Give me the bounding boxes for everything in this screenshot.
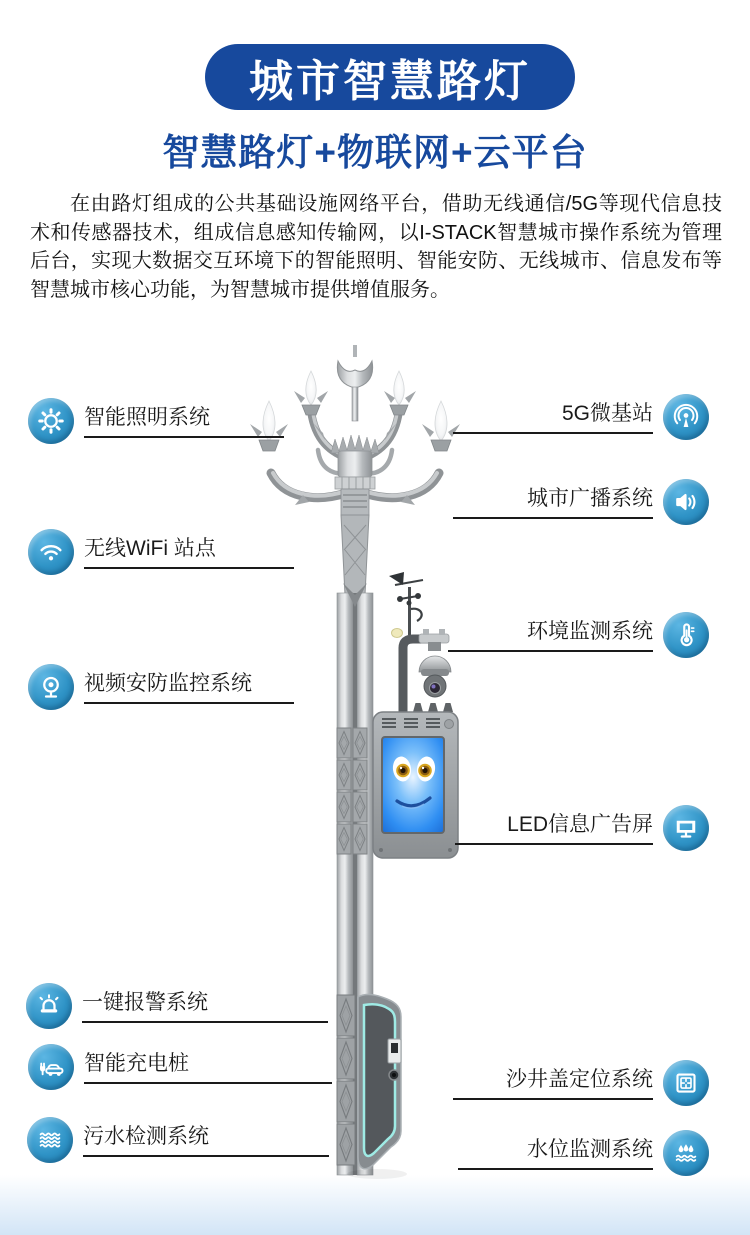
loudspeaker-icon [663, 479, 709, 525]
feature-ev-charger [28, 1044, 332, 1090]
feature-led-display [455, 805, 709, 851]
feature-water-level [458, 1130, 709, 1176]
feature-smart-lighting [28, 398, 284, 444]
ev-charger-icon [28, 1044, 74, 1090]
led-display-icon [663, 805, 709, 851]
page-title [205, 44, 575, 110]
intro-paragraph: 在由路灯组成的公共基础设施网络平台，借助无线通信/5G等现代信息技术和传感器技术，组成信息感知传输网，以I-STACK智慧城市操作系统为管理后台，实现大数据交互环境下的智能照明、智能安防、无线城市、信息发布等智慧城市核心功能，为智慧城市提供增值服务。 [30, 193, 722, 301]
feature-label: 污水检测系统 [83, 1125, 329, 1157]
feature-label: 城市广播系统 [453, 487, 653, 519]
smart-lighting-icon [28, 398, 74, 444]
feature-label: LED信息广告屏 [455, 813, 653, 845]
5g-antenna-icon [663, 394, 709, 440]
feature-label: 一键报警系统 [82, 991, 328, 1023]
alarm-icon [26, 983, 72, 1029]
feature-label: 环境监测系统 [448, 620, 653, 652]
feature-label: 水位监测系统 [458, 1138, 653, 1170]
manhole-cover-icon [663, 1060, 709, 1106]
thermometer-icon [663, 612, 709, 658]
cctv-camera-icon [28, 664, 74, 710]
water-level-icon [663, 1130, 709, 1176]
feature-label: 视频安防监控系统 [84, 672, 294, 704]
sewage-waves-icon [27, 1117, 73, 1163]
feature-label: 沙井盖定位系统 [453, 1068, 653, 1100]
ptz-camera [403, 629, 451, 713]
feature-sewage [27, 1117, 329, 1163]
charging-cabinet [337, 995, 407, 1179]
feature-city-broadcast [453, 479, 709, 525]
feature-label: 5G微基站 [453, 402, 653, 434]
pole-hub [331, 435, 379, 515]
feature-alarm [26, 983, 328, 1029]
page-title-text: 城市智慧路灯 [249, 57, 531, 106]
feature-label: 智能照明系统 [84, 406, 284, 438]
bottom-gradient [0, 1175, 750, 1235]
feature-wifi [28, 529, 294, 575]
feature-manhole-positioning [453, 1060, 709, 1106]
feature-environment-monitoring [448, 612, 709, 658]
wifi-icon [28, 529, 74, 575]
led-screen-box [373, 703, 458, 858]
feature-cctv [28, 664, 294, 710]
feature-label: 智能充电桩 [84, 1052, 332, 1084]
finial [337, 345, 372, 421]
feature-label: 无线WiFi 站点 [84, 537, 294, 569]
page-subtitle: 智慧路灯+物联网+云平台 [162, 132, 588, 173]
weather-sensor [389, 572, 423, 638]
feature-5g-station [453, 394, 709, 440]
